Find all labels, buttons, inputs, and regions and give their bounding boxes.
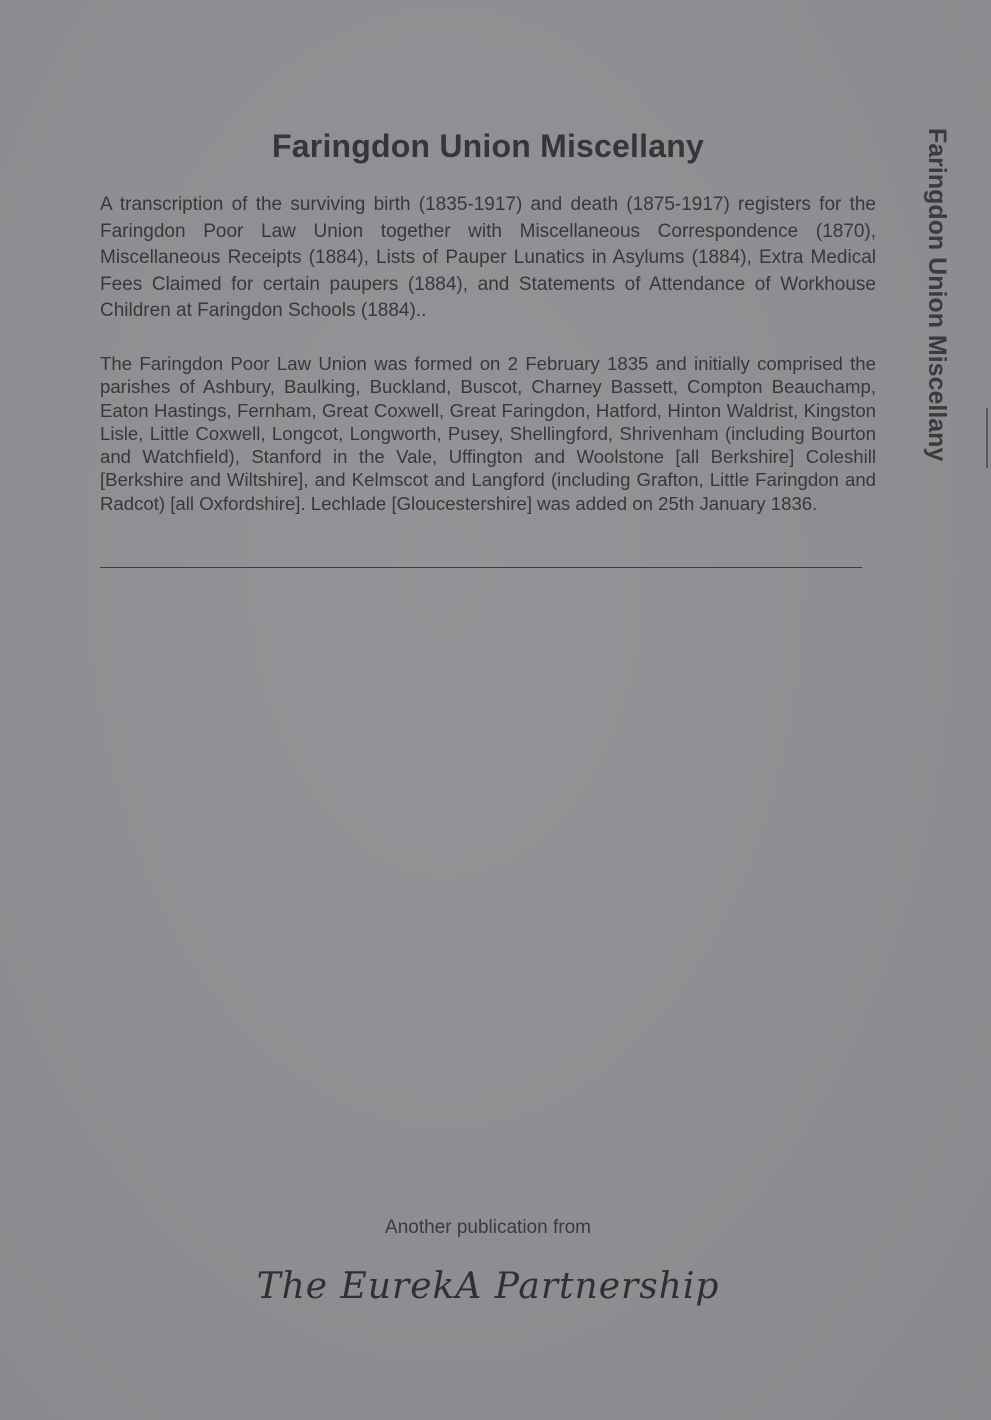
spine-edge-mark bbox=[986, 408, 988, 468]
cover-title: Faringdon Union Miscellany bbox=[272, 128, 704, 164]
history-paragraph: The Faringdon Poor Law Union was formed on 2 February 1835 and initially comprised the parishes of Ashbury, Baulking, Buckland, Buscot, Charney Bassett, Compton Beauchamp, Eaton Hastings, Fernham, Great Coxwell, Great Faringdon, Hatford, Hinton Waldrist, Kingston Lisle, Little Coxwell, Longcot, Longworth, Pusey, Shellingford, Shrivenham (including Bourton and Watchfield), Stanford in the Vale, Uffington and Woolstone [all Berkshire] Coleshill [Berkshire and Wiltshire], and Kelmscot and Langford (including Grafton, Little Faringdon and Radcot) [all Oxfordshire]. Lechlade [Gloucestershire] was added on 25th January 1836. bbox=[100, 353, 876, 514]
description-paragraph: A transcription of the surviving birth (1835-1917) and death (1875-1917) registers for the Faringdon Poor Law Union together with Miscellaneous Correspondence (1870), Miscellaneous Receipts (1884), Lists of Pauper Lunatics in Asylums (1884), Extra Medical Fees Claimed for certain paupers (1884), and Statements of Attendance of Workhouse Children at Faringdon Schools (1884).. bbox=[100, 194, 876, 321]
another-publication-text: Another publication from bbox=[385, 1217, 591, 1238]
publisher-logo: The EurekA Partnership bbox=[256, 1266, 720, 1307]
spine-title: Faringdon Union Miscellany bbox=[923, 128, 951, 462]
divider-line bbox=[100, 567, 862, 568]
